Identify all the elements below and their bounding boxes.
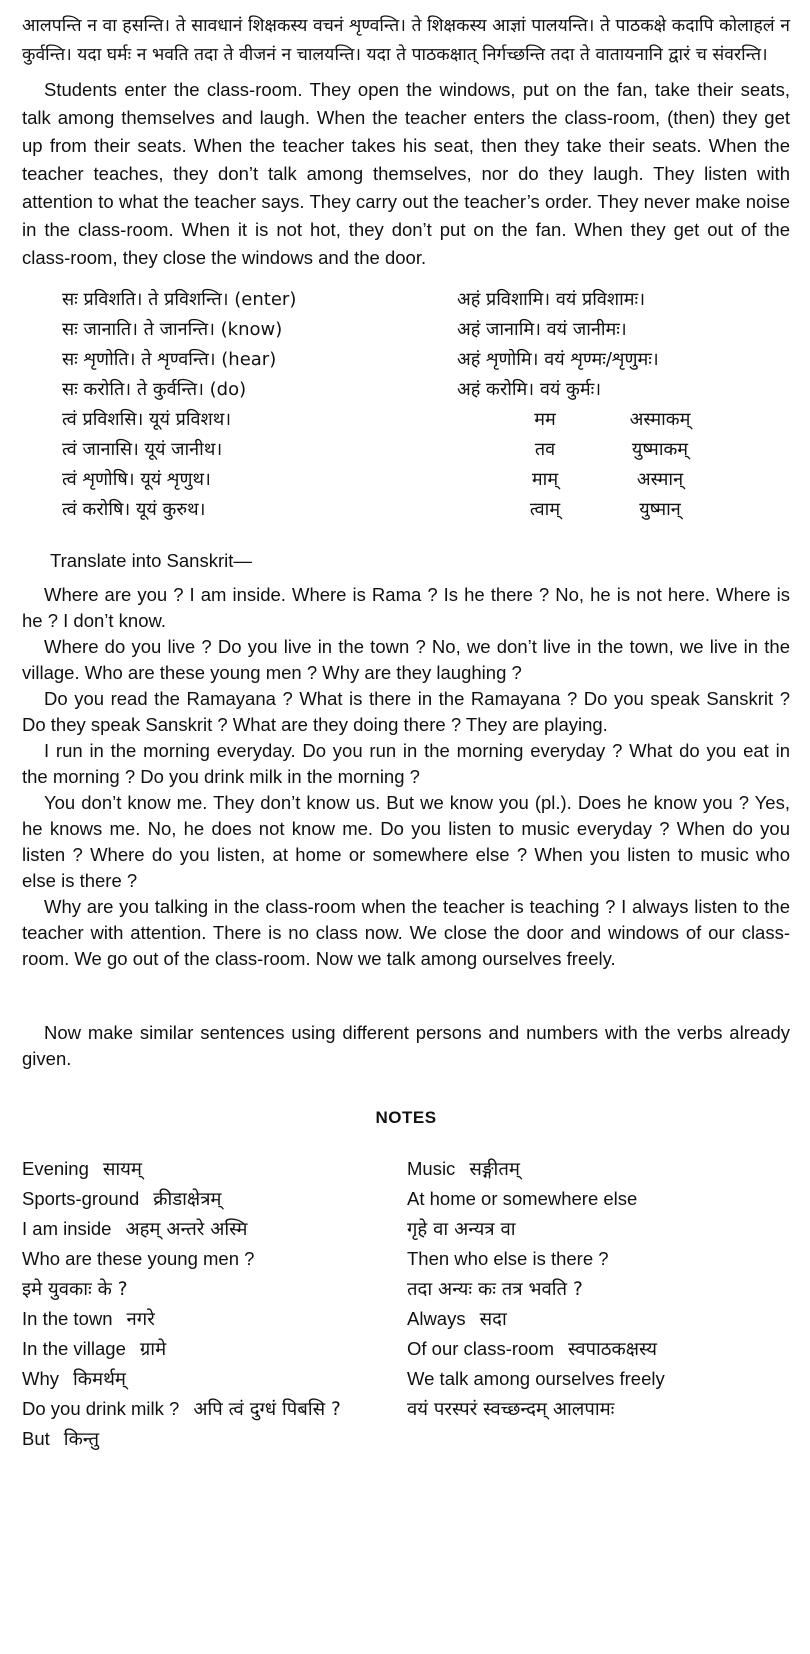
note-english: I am inside <box>22 1218 112 1239</box>
translate-heading: Translate into Sanskrit— <box>50 550 252 571</box>
notes-right-column <box>407 1154 665 1454</box>
note-entry <box>22 1184 407 1214</box>
note-sanskrit: किमर्थम् <box>73 1369 126 1390</box>
note-english: Then who else is there ? <box>407 1248 609 1269</box>
note-sanskrit: अहम् अन्तरे अस्मि <box>125 1219 248 1240</box>
verb-form-second-person: त्वं प्रविशसि। यूयं प्रविशथ। <box>62 409 232 430</box>
note-english: Who are these young men ? <box>22 1248 255 1269</box>
pronoun-forms <box>457 467 790 491</box>
notes-glossary <box>22 1154 790 1454</box>
note-sanskrit: ग्रामे <box>139 1339 167 1360</box>
note-sanskrit: सायम् <box>102 1159 142 1180</box>
note-entry <box>22 1364 407 1394</box>
english-translation-paragraph: Students enter the class-room. They open the windows, put on the fan, take their seats, talk among themselves and laugh. When the teacher enters the class-room, (then) they get up from their seats. When the teacher takes his seat, then they take their seats. When the teacher teaches, they don’t talk among themselves, nor do they laugh. They listen with attention to what the teacher says. They carry out the teacher’s order. They never make noise in the class-room. When it is not hot, they don’t put on the fan. When they get out of the class-room, they close the windows and the door. <box>22 79 790 268</box>
note-sanskrit: तदा अन्यः कः तत्र भवति ? <box>407 1279 583 1300</box>
note-entry <box>407 1334 665 1364</box>
note-english: Music <box>407 1158 456 1179</box>
pronoun-form: अस्मान् <box>636 469 684 490</box>
exercise-section <box>22 582 790 972</box>
note-entry <box>407 1364 665 1394</box>
note-english: In the town <box>22 1308 113 1329</box>
pronoun-form: माम् <box>531 469 559 490</box>
exercise-paragraph: I run in the morning everyday. Do you run in the morning everyday ? What do you eat in the morning ? Do you drink milk in the morning ? <box>22 740 790 787</box>
note-sanskrit: वयं परस्परं स्वच्छन्दम् आलपामः <box>407 1399 615 1420</box>
sanskrit-paragraph: आलपन्ति न वा हसन्ति। ते सावधानं शिक्षकस्य वचनं शृण्वन्ति। ते शिक्षकस्य आज्ञां पालयन्ति। ते पाठकक्षे कदापि कोलाहलं न कुर्वन्ति। यदा घर्मः न भवति तदा ते वीजनं न चालयन्ति। यदा ते पाठकक्षात् निर्गच्छन्ति तदा ते वातायनानि द्वारं च संवरन्ति। <box>22 16 790 65</box>
note-entry <box>407 1214 665 1244</box>
verb-form-first-person: अहं प्रविशामि। वयं प्रविशामः। <box>457 289 646 310</box>
pronoun-form: त्वाम् <box>529 499 561 520</box>
exercise-paragraph: Why are you talking in the class-room when the teacher is teaching ? I always listen to the teacher with attention. There is no class now. We close the door and windows of our class-room. We go out of the class-room. Now we talk among ourselves freely. <box>22 896 790 969</box>
note-entry <box>22 1154 407 1184</box>
note-entry <box>22 1214 407 1244</box>
note-sanskrit: सङ्गीतम् <box>469 1159 520 1180</box>
note-sanskrit: स्वपाठकक्षस्य <box>568 1339 657 1360</box>
pronoun-form: तव <box>534 439 556 460</box>
note-english: Sports-ground <box>22 1188 140 1209</box>
note-entry <box>22 1424 407 1454</box>
exercise-paragraph: Do you read the Ramayana ? What is there in the Ramayana ? Do you speak Sanskrit ? Do they speak Sanskrit ? What are they doing there ? They are playing. <box>22 688 790 735</box>
verb-form-second-person: त्वं करोषि। यूयं कुरुथ। <box>62 499 206 520</box>
similar-sentences-instruction: Now make similar sentences using different persons and numbers with the verbs already given. <box>22 1022 790 1069</box>
note-english: In the village <box>22 1338 126 1359</box>
pronoun-form: मम <box>534 409 556 430</box>
exercise-paragraph: You don’t know me. They don’t know us. But we know you (pl.). Does he know you ? Yes, he knows me. No, he does not know me. Do you listen to music everyday ? When do you listen ? Where do you listen, at home or somewhere else ? When you listen to music who else is there ? <box>22 792 790 891</box>
note-entry <box>407 1244 665 1274</box>
verb-form-third-person: सः प्रविशति। ते प्रविशन्ति। (enter) <box>62 289 297 310</box>
verb-form-row <box>62 404 790 434</box>
note-english: Why <box>22 1368 59 1389</box>
verb-form-third-person: सः शृणोति। ते शृण्वन्ति। (hear) <box>62 349 277 370</box>
note-sanskrit: नगरे <box>126 1309 155 1330</box>
verb-form-row <box>62 434 790 464</box>
pronoun-forms <box>457 437 790 461</box>
note-english: Do you drink milk ? <box>22 1398 180 1419</box>
note-entry <box>22 1304 407 1334</box>
note-english: But <box>22 1428 50 1449</box>
verb-form-row <box>62 494 790 524</box>
verb-form-third-person: सः करोति। ते कुर्वन्ति। (do) <box>62 379 247 400</box>
verb-forms-table <box>62 284 790 524</box>
note-sanskrit: गृहे वा अन्यत्र वा <box>407 1219 516 1240</box>
note-entry <box>22 1274 407 1304</box>
verb-form-second-person: त्वं जानासि। यूयं जानीथ। <box>62 439 223 460</box>
note-english: Always <box>407 1308 466 1329</box>
pronoun-forms <box>457 497 790 521</box>
note-sanskrit: किन्तु <box>63 1429 100 1450</box>
verb-form-row <box>62 374 790 404</box>
pronoun-forms <box>457 407 790 431</box>
exercise-paragraph: Where do you live ? Do you live in the town ? No, we don’t live in the town, we live in the village. Who are these young men ? Why are they laughing ? <box>22 636 790 683</box>
note-entry <box>407 1274 665 1304</box>
note-entry <box>407 1394 665 1424</box>
note-entry <box>22 1394 407 1424</box>
note-english: We talk among ourselves freely <box>407 1368 665 1389</box>
note-entry <box>407 1154 665 1184</box>
verb-form-second-person: त्वं शृणोषि। यूयं शृणुथ। <box>62 469 211 490</box>
note-entry <box>407 1184 665 1214</box>
verb-form-third-person: सः जानाति। ते जानन्ति। (know) <box>62 319 283 340</box>
note-english: At home or somewhere else <box>407 1188 638 1209</box>
note-sanskrit: इमे युवकाः के ? <box>22 1279 128 1300</box>
verb-form-row <box>62 344 790 374</box>
pronoun-form: युष्मान् <box>639 499 681 520</box>
exercise-paragraph: Where are you ? I am inside. Where is Rama ? Is he there ? No, he is not here. Where is he ? I don’t know. <box>22 584 790 631</box>
note-entry <box>22 1244 407 1274</box>
note-sanskrit: क्रीडाक्षेत्रम् <box>153 1189 222 1210</box>
note-english: Of our class-room <box>407 1338 555 1359</box>
notes-heading: NOTES <box>375 1108 437 1127</box>
pronoun-form: अस्माकम् <box>629 409 691 430</box>
verb-form-row <box>62 464 790 494</box>
note-english: Evening <box>22 1158 89 1179</box>
note-entry <box>407 1304 665 1334</box>
verb-form-first-person: अहं जानामि। वयं जानीमः। <box>457 319 627 340</box>
verb-form-row <box>62 314 790 344</box>
note-sanskrit: सदा <box>479 1309 507 1330</box>
verb-form-first-person: अहं करोमि। वयं कुर्मः। <box>457 379 602 400</box>
note-entry <box>22 1334 407 1364</box>
verb-form-row <box>62 284 790 314</box>
notes-left-column <box>22 1154 407 1454</box>
pronoun-form: युष्माकम् <box>631 439 689 460</box>
verb-form-first-person: अहं शृणोमि। वयं शृण्मः/शृणुमः। <box>457 349 659 370</box>
note-sanskrit: अपि त्वं दुग्धं पिबसि ? <box>193 1399 341 1420</box>
